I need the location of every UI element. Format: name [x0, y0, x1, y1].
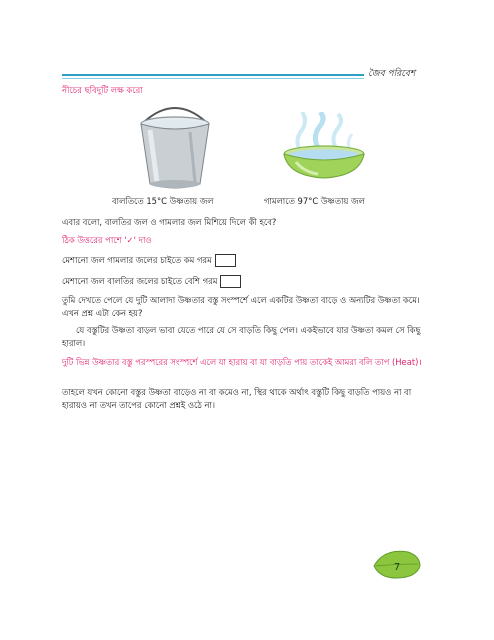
option-1	[62, 254, 427, 267]
basin-illustration	[278, 112, 370, 184]
paragraph-2: যে বস্তুটির উষ্ণতা বাড়ল ভাবা যেতে পারে যে সে বাড়তি কিছু পেল। একইভাবে যার উষ্ণতা কমল সে কিছু হারাল।	[62, 325, 421, 348]
tick-icon: ✓	[126, 235, 134, 245]
option-1-checkbox[interactable]	[215, 254, 236, 267]
option-1-label: মেশানো জল গামলার জলের চাইতে কম গরম	[62, 255, 212, 265]
page-number: 7	[393, 562, 401, 573]
leaf-page-icon	[372, 548, 422, 582]
instruction-text	[62, 234, 427, 247]
instruction-prefix: ঠিক উত্তরের পাশে '	[62, 235, 127, 245]
header-rule-thin	[62, 78, 364, 79]
running-title: জৈব পরিবেশ	[368, 69, 416, 79]
option-2-label: মেশানো জল বালতির জলের চাইতে বেশি গরম	[62, 276, 218, 286]
header-rule	[62, 74, 364, 76]
bucket-caption: বালতিতে 15°C উষ্ণতায় জল	[112, 196, 214, 206]
bucket-illustration	[130, 100, 220, 192]
basin-caption: গামলাতে 97°C উষ্ণতায় জল	[264, 196, 365, 206]
question-text: এবার বলো, বালতির জল ও গামলার জল মিশিয়ে দিলে কী হবে?	[62, 217, 277, 227]
paragraph-3: তাহলে যখন কোনো বস্তুর উষ্ণতা বাড়েও না বা কমেও না, স্থির থাকে অর্থাৎ বস্তুটি কিছু বাড়তি পায়ও না বা হারায়ও না তখন তাপের কোনো প্রশ্নই ওঠে না।	[62, 387, 412, 410]
intro-text: নীচের ছবিদুটি লক্ষ করো	[62, 85, 143, 95]
option-2-checkbox[interactable]	[220, 275, 241, 288]
option-2	[62, 275, 427, 288]
instruction-suffix: ' দাও	[133, 235, 152, 245]
paragraph-1: তুমি দেখতে পেলে যে দুটি আলাদা উষ্ণতার বস্তু সংস্পর্শে এলে একটির উষ্ণতা বাড়ে ও অন্যটির উষ্ণতা কমে। এখন প্রশ্ন এটা কেন হয়?	[62, 295, 420, 318]
heat-definition: দুটি ভিন্ন উষ্ণতার বস্তু পরস্পরের সংস্পর্শে এলে যা হারায় বা যা বাড়তি পায় তাকেই আমরা বলি তাপ (Heat)।	[62, 357, 422, 367]
